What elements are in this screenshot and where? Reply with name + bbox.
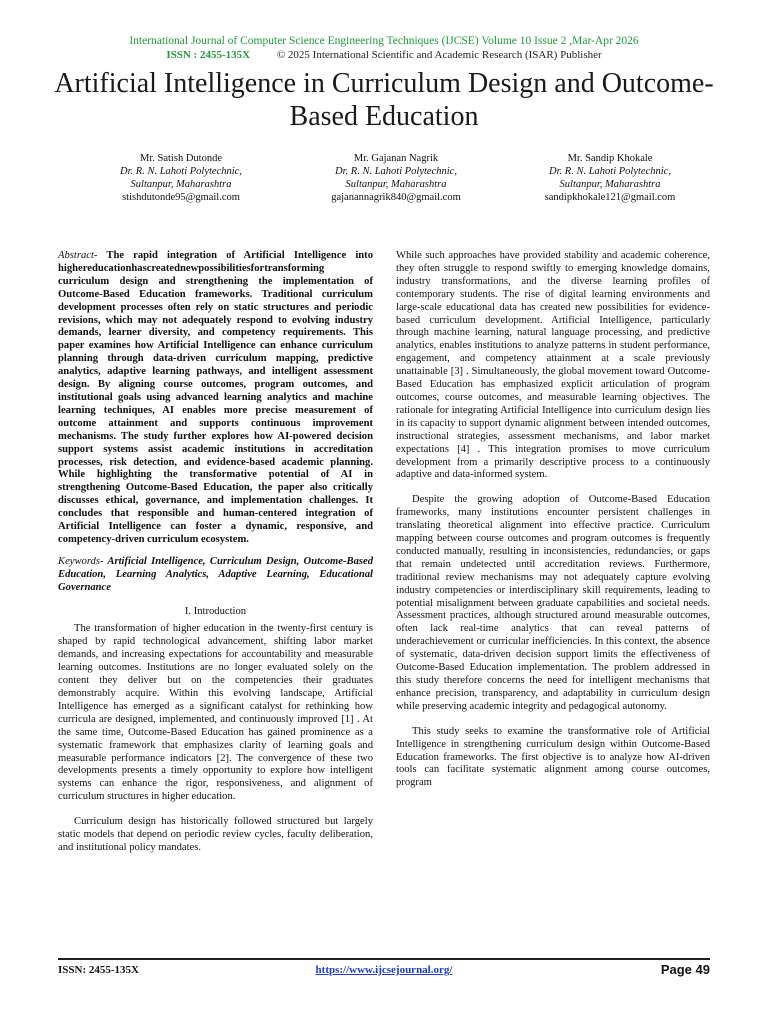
keywords: [58, 556, 373, 595]
author-email: stishdutonde95@gmail.com: [122, 192, 240, 203]
right-column: [396, 250, 710, 790]
keywords-text: Artificial Intelligence, Curriculum Design, Outcome-Based Education, Learning Analytics, Adaptive Learning, Educational Governance: [58, 555, 373, 593]
abstract-text: The rapid integration of Artificial Intelligence into highereducationhascreatednewpossibilitiesfortransforming curriculum design and strengthening the implementation of Outcome-Based Education frameworks. Traditional curriculum development processes often rely on static structures and periodic revisions, which may not adequately respond to evolving industry demands, learner diversity, and competency requirements. This paper examines how Artificial Intelligence can enhance curriculum planning through data-driven curriculum mapping, predictive analytics, adaptive learning pathways, and intelligent assessment design. By aligning course outcomes, program outcomes, and institutional goals using advanced learning analytics and machine learning techniques, AI enables more precise measurement of outcome attainment and supports continuous improvement mechanisms. The study further explores how AI-powered decision support systems assist academic institutions in accreditation processes, risk detection, and evidence-based academic planning. While highlighting the transformative potential of AI in strengthening Outcome-Based Education, the paper also critically discusses ethical, governance, and implementation challenges. It concludes that responsible and human-centered integration of Artificial Intelligence can foster a dynamic, responsive, and competency-driven curriculum ecosystem.: [58, 250, 373, 545]
paragraph: This study seeks to examine the transformative role of Artificial Intelligence in strengthening curriculum design within Outcome-Based Education frameworks. The first objective is to analyze how AI-driven tools can facilitate systematic alignment among course outcomes, program: [396, 725, 710, 789]
author-block-3: [510, 152, 710, 204]
author-block-1: [81, 152, 281, 204]
header-issn: ISSN : 2455-135X: [166, 49, 251, 61]
abstract-label: Abstract-: [58, 250, 98, 261]
author-name: Mr. Satish Dutonde: [140, 153, 222, 164]
paragraph: The transformation of higher education in the twenty-first century is shaped by rapid technological advancement, shifting labor market demands, and increasing expectations for accountability and measurable learning outcomes. Institutions are no longer evaluated solely on the content they deliver but on the competencies their graduates demonstrably acquire. Within this evolving landscape, Artificial Intelligence has emerged as a significant catalyst for rethinking how curricula are designed, implemented, and continuously improved [1] . At the same time, Outcome-Based Education has gained prominence as a systematic framework that emphasizes clarity of learning goals and measurable performance indicators [2]. The convergence of these two developments presents a timely opportunity to explore how intelligent systems can enhance the rigor, responsiveness, and alignment of curriculum structures in higher education.: [58, 623, 373, 803]
author-location: Sultanpur, Maharashtra: [130, 179, 232, 190]
section-heading: I. Introduction: [184, 605, 247, 617]
author-location: Sultanpur, Maharashtra: [559, 179, 661, 190]
author-block-2: [296, 152, 496, 204]
author-name: Mr. Gajanan Nagrik: [353, 153, 439, 164]
journal-subheader: [0, 49, 768, 61]
paragraph: Despite the growing adoption of Outcome-Based Education frameworks, many institutions encounter persistent challenges in translating theoretical alignment into effective practice. Curriculum mapping between course outcomes and program outcomes is frequently conducted manually, resulting in inconsistencies, redundancies, or gaps that remain undetected until accreditation reviews. Furthermore, traditional review mechanisms may not adequately capture evolving industry competencies or interdisciplinary skill requirements, leading to potential misalignment between graduate capabilities and societal needs. Assessment practices, although structured around measurable outcomes, often lack real-time analytics that can reveal patterns of underachievement or curricular inefficiencies. In this context, the absence of systematic, data-driven decision support limits the effectiveness of Outcome-Based Education implementation. The problem addressed in this study therefore concerns the need for intelligent mechanisms that enhance precision, transparency, and adaptability in curriculum design while preserving academic integrity and pedagogical autonomy.: [396, 494, 710, 712]
journal-header: International Journal of Computer Science Engineering Techniques (IJCSE) Volume 10 Issue 2 ,Mar-Apr 2026: [129, 35, 639, 47]
page-number: Page 49: [660, 962, 710, 977]
header-copyright: © 2025 International Scientific and Academic Research (ISAR) Publisher: [276, 49, 602, 61]
footer-issn: ISSN: 2455-135X: [58, 964, 139, 976]
author-name: Mr. Sandip Khokale: [567, 153, 653, 164]
paper-title: Artificial Intelligence in Curriculum Design and Outcome-Based Education: [54, 68, 714, 132]
author-email: gajanannagrik840@gmail.com: [331, 192, 461, 203]
paragraph: Curriculum design has historically followed structured but largely static models that depend on periodic review cycles, faculty deliberation, and institutional policy mandates.: [58, 816, 373, 853]
abstract: [58, 250, 373, 547]
keywords-label: Keywords-: [58, 555, 104, 567]
author-affiliation: Dr. R. N. Lahoti Polytechnic,: [549, 166, 671, 177]
author-location: Sultanpur, Maharashtra: [345, 179, 447, 190]
author-email: sandipkhokale121@gmail.com: [544, 192, 676, 203]
paragraph: While such approaches have provided stability and academic coherence, they often struggle to respond swiftly to emerging knowledge domains, industry transformations, and the diverse learning profiles of contemporary students. The rise of digital learning environments and large-scale educational data has created new possibilities for evidence-based curriculum development. Artificial Intelligence, particularly through machine learning, natural language processing, and predictive analytics, enables institutions to analyze patterns in student performance, engagement, and competency attainment at a scale previously unattainable [3] . Simultaneously, the global movement toward Outcome-Based Education has emphasized explicit articulation of program outcomes, course outcomes, and measurable learning objectives. The rationale for integrating Artificial Intelligence into curriculum design lies in its capacity to support dynamic alignment between intended outcomes, instructional strategies, assessment mechanisms, and labor market expectations [4] . This integration promises to move curriculum development from a primarily descriptive process to a continuously adaptive and data-informed system.: [396, 250, 710, 481]
footer-divider: [58, 958, 710, 960]
journal-link[interactable]: https://www.ijcsejournal.org/: [315, 964, 453, 976]
author-affiliation: Dr. R. N. Lahoti Polytechnic,: [335, 166, 457, 177]
author-affiliation: Dr. R. N. Lahoti Polytechnic,: [120, 166, 242, 177]
left-column: [58, 250, 373, 855]
